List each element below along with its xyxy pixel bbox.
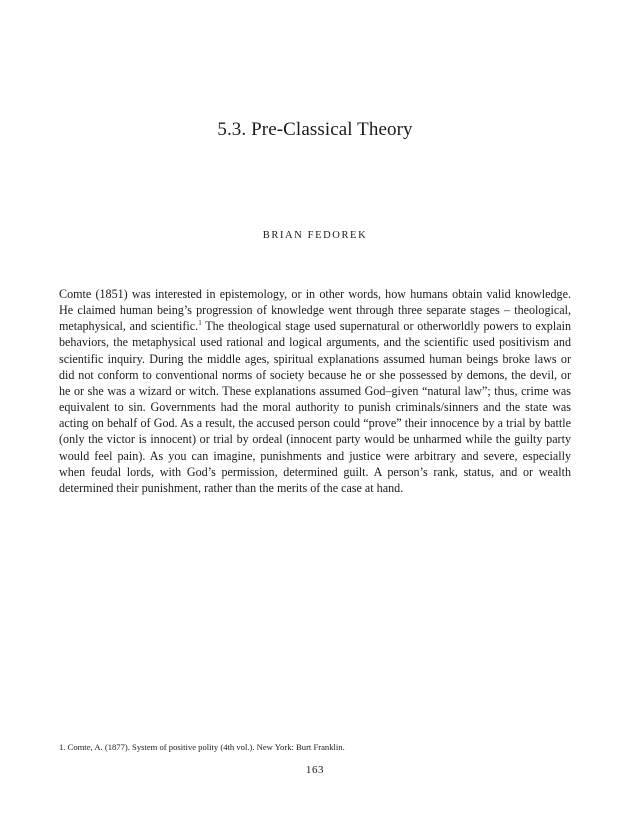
paragraph-text-part-1: Comte (1851) was interested in epistemology, or in other words, how humans obtain valid knowledge. He claimed human being’s progression of knowledge went through three separate stages – theological, metaphysical, and scientific. bbox=[59, 287, 571, 334]
author-name: BRIAN FEDOREK bbox=[262, 230, 368, 241]
body-paragraph bbox=[59, 286, 571, 496]
page-number: 163 bbox=[305, 764, 325, 776]
footnote: 1. Comte, A. (1877). System of positive polity (4th vol.). New York: Burt Franklin. bbox=[59, 742, 345, 752]
footnote-reference[interactable]: 1 bbox=[198, 319, 202, 328]
page-title: 5.3. Pre-Classical Theory bbox=[217, 119, 413, 140]
paragraph-text-part-2: The theological stage used supernatural or otherworldly powers to explain behaviors, the metaphysical used rational and logical arguments, and the scientific used positivism and scientific inquiry. During the middle ages, spiritual explanations assumed human beings broke laws or did not conform to conventional norms of society because he or she possessed by demons, the devil, or he or she was a wizard or witch. These explanations assumed God–given “natural law”; thus, crime was equivalent to sin. Governments had the moral authority to punish criminals/sinners and the state was acting on behalf of God. As a result, the accused person could “prove” their innocence by a trial by battle (only the victor is innocent) or trial by ordeal (innocent party would be unharmed while the guilty party would feel pain). As you can imagine, punishments and justice were arbitrary and severe, especially when feudal lords, with God’s permission, determined guilt. A person’s rank, status, and or wealth determined their punishment, rather than the merits of the case at hand. bbox=[59, 319, 571, 495]
